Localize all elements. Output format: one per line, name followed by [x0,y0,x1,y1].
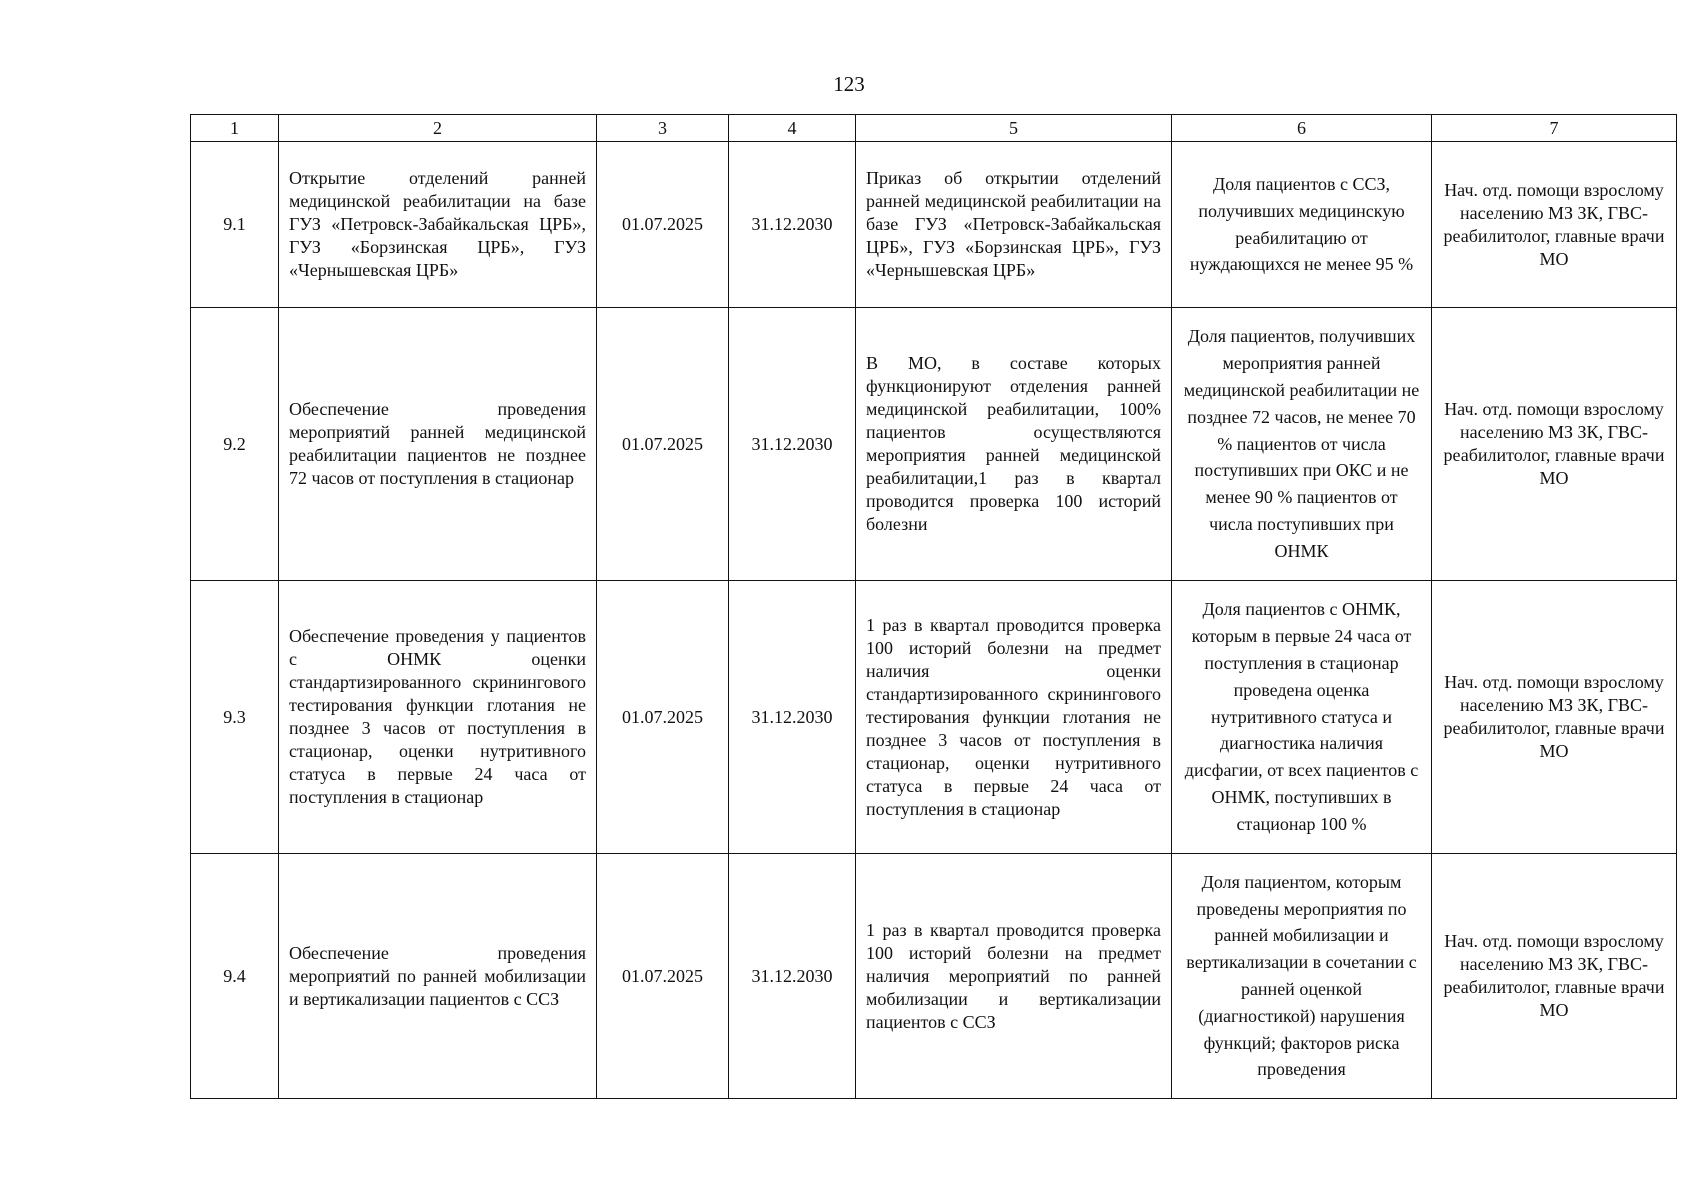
result-cell: 1 раз в квартал проводится проверка 100 историй болезни на предмет наличия оценки стандартизированного скринингового тестирования функции глотания не позднее 3 часов от поступления в стационар, оценки нутритивного статуса в первые 24 часа от поступления в стационар [856,581,1172,854]
item-number: 9.4 [191,854,279,1099]
start-date: 01.07.2025 [597,581,729,854]
column-number: 3 [597,115,729,142]
indicator-cell: Доля пациентов с ССЗ, получивших медицинскую реабилитацию от нуждающихся не менее 95 % [1172,142,1432,308]
item-number: 9.2 [191,308,279,581]
column-number-row [191,115,1677,142]
end-date: 31.12.2030 [729,142,856,308]
start-date: 01.07.2025 [597,308,729,581]
end-date: 31.12.2030 [729,854,856,1099]
column-number: 7 [1432,115,1677,142]
result-cell: 1 раз в квартал проводится проверка 100 историй болезни на предмет наличия мероприятий по ранней мобилизации и вертикализации пациентов с ССЗ [856,854,1172,1099]
table-row [191,581,1677,854]
responsible-cell: Нач. отд. помощи взрослому населению МЗ ЗК, ГВС-реабилитолог, главные врачи МО [1432,308,1677,581]
responsible-cell: Нач. отд. помощи взрослому населению МЗ ЗК, ГВС-реабилитолог, главные врачи МО [1432,142,1677,308]
item-number: 9.3 [191,581,279,854]
table-row [191,142,1677,308]
activity-cell: Обеспечение проведения мероприятий по ранней мобилизации и вертикализации пациентов с ССЗ [279,854,597,1099]
result-cell: В МО, в составе которых функционируют отделения ранней медицинской реабилитации, 100% пациентов осуществляются мероприятия ранней медицинской реабилитации,1 раз в квартал проводится проверка 100 историй болезни [856,308,1172,581]
indicator-cell: Доля пациентом, которым проведены мероприятия по ранней мобилизации и вертикализации в сочетании с ранней оценкой (диагностикой) нарушения функций; факторов риска проведения [1172,854,1432,1099]
table-row [191,854,1677,1099]
responsible-cell: Нач. отд. помощи взрослому населению МЗ ЗК, ГВС-реабилитолог, главные врачи МО [1432,581,1677,854]
column-number: 2 [279,115,597,142]
table-row [191,308,1677,581]
responsible-cell: Нач. отд. помощи взрослому населению МЗ ЗК, ГВС-реабилитолог, главные врачи МО [1432,854,1677,1099]
start-date: 01.07.2025 [597,142,729,308]
page-number: 123 [833,72,865,96]
end-date: 31.12.2030 [729,308,856,581]
activity-cell: Обеспечение проведения мероприятий ранней медицинской реабилитации пациентов не позднее 72 часов от поступления в стационар [279,308,597,581]
indicator-cell: Доля пациентов, получивших мероприятия ранней медицинской реабилитации не позднее 72 часов, не менее 70 % пациентов от числа поступивших при ОКС и не менее 90 % пациентов от числа поступивших при ОНМК [1172,308,1432,581]
result-cell: Приказ об открытии отделений ранней медицинской реабилитации на базе ГУЗ «Петровск-Забайкальская ЦРБ», ГУЗ «Борзинская ЦРБ», ГУЗ «Чернышевская ЦРБ» [856,142,1172,308]
activity-cell: Обеспечение проведения у пациентов с ОНМК оценки стандартизированного скринингового тестирования функции глотания не позднее 3 часов от поступления в стационар, оценки нутритивного статуса в первые 24 часа от поступления в стационар [279,581,597,854]
end-date: 31.12.2030 [729,581,856,854]
column-number: 4 [729,115,856,142]
indicator-cell: Доля пациентов с ОНМК, которым в первые 24 часа от поступления в стационар проведена оценка нутритивного статуса и диагностика наличия дисфагии, от всех пациентов с ОНМК, поступивших в стационар 100 % [1172,581,1432,854]
column-number: 1 [191,115,279,142]
item-number: 9.1 [191,142,279,308]
start-date: 01.07.2025 [597,854,729,1099]
column-number: 5 [856,115,1172,142]
measures-table [190,114,1677,1099]
activity-cell: Открытие отделений ранней медицинской реабилитации на базе ГУЗ «Петровск-Забайкальская ЦРБ», ГУЗ «Борзинская ЦРБ», ГУЗ «Чернышевская ЦРБ» [279,142,597,308]
column-number: 6 [1172,115,1432,142]
